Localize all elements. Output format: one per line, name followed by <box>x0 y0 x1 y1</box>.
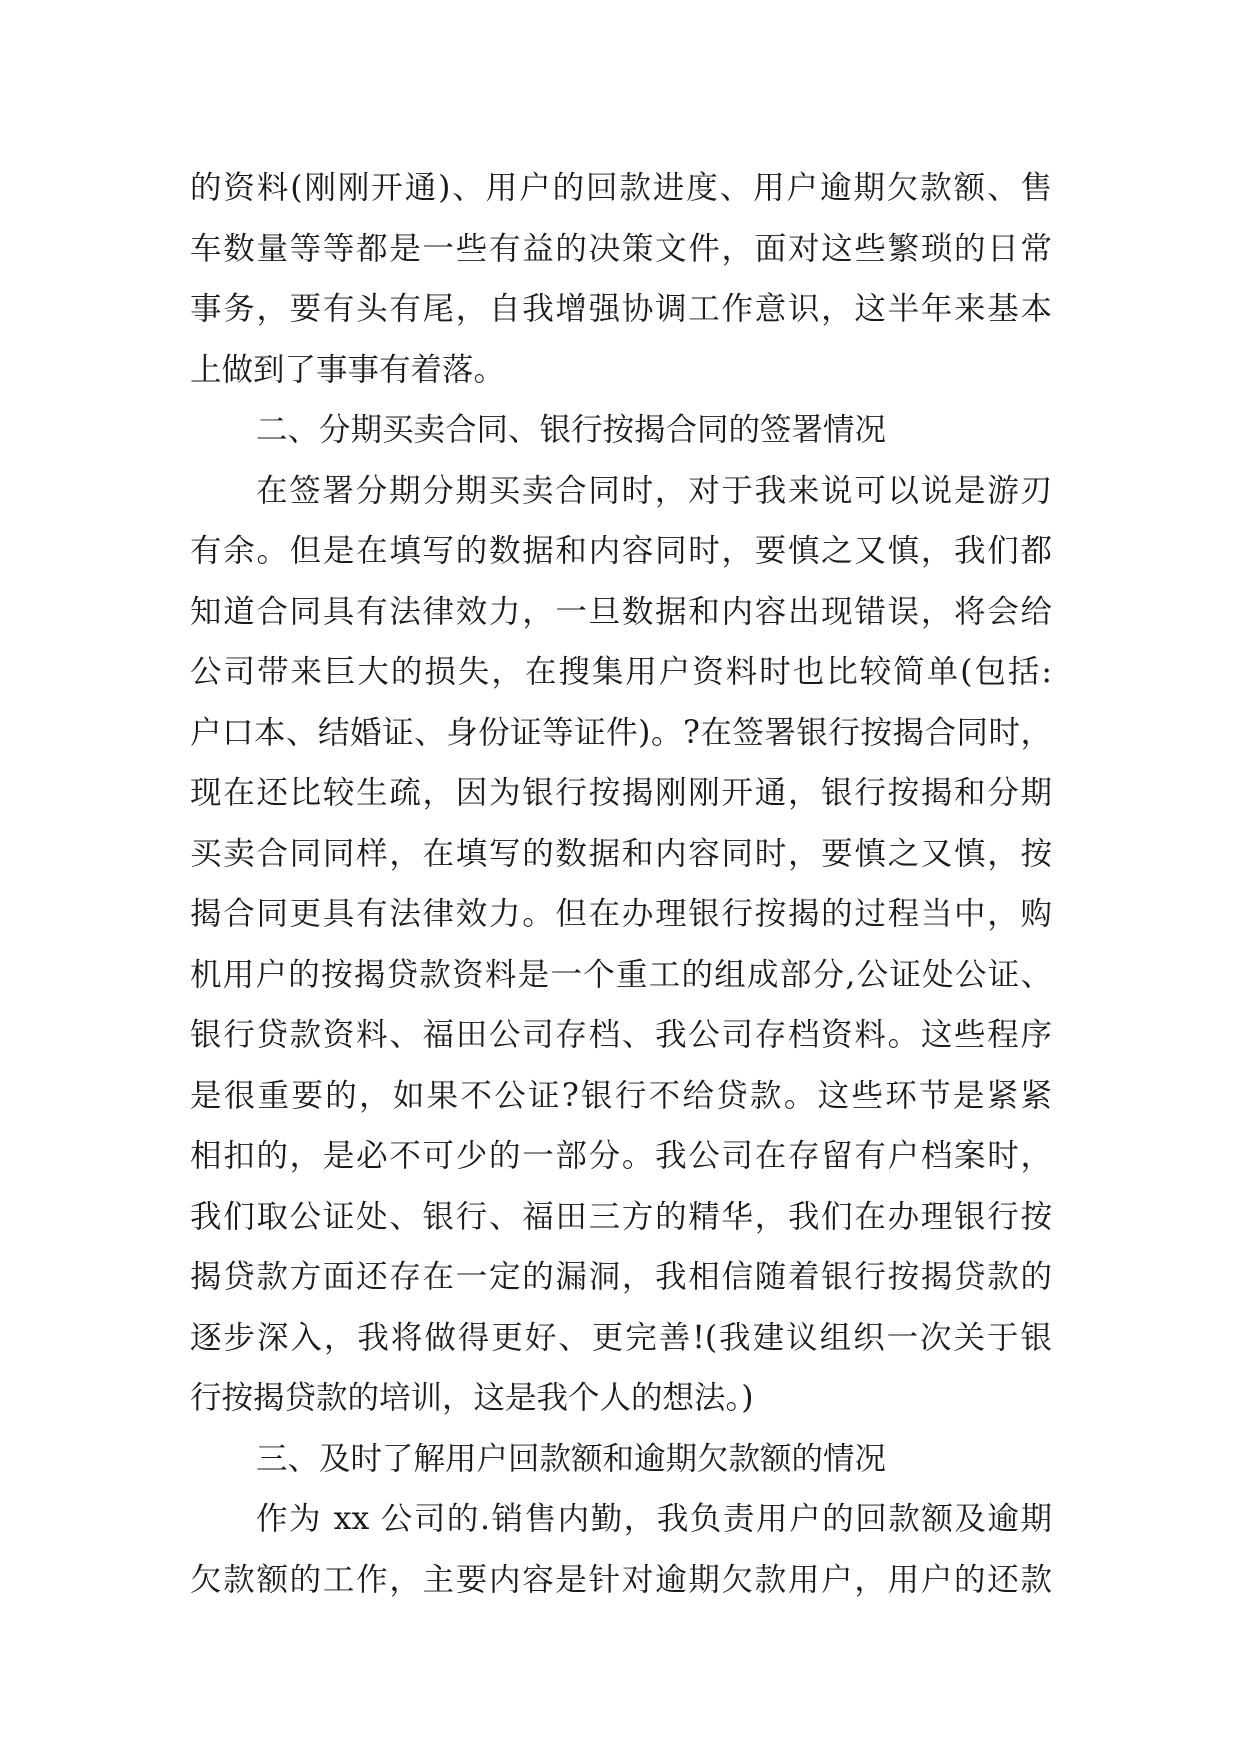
text-line: 作为 xx 公司的.销售内勤，我负责用户的回款额及逾期 <box>256 1501 1052 1537</box>
text-line: 机用户的按揭贷款资料是一个重工的组成部分,公证处公证、 <box>190 956 1052 993</box>
text-line: 揭合同更具有法律效力。但在办理银行按揭的过程当中，购 <box>190 896 1052 932</box>
text-line: 事务，要有头有尾，自我增强协调工作意识，这半年来基本 <box>190 291 1052 327</box>
section-heading: 二、分期买卖合同、银行按揭合同的签署情况 <box>256 412 887 448</box>
text-line: 揭贷款方面还存在一定的漏洞，我相信随着银行按揭贷款的 <box>190 1259 1052 1295</box>
text-line: 是很重要的，如果不公证?银行不给贷款。这些环节是紧紧 <box>190 1077 1052 1114</box>
text-line: 行按揭贷款的培训，这是我个人的想法。) <box>190 1380 754 1416</box>
text-line: 相扣的，是必不可少的一部分。我公司在存留有户档案时， <box>190 1138 1052 1174</box>
text-line: 的资料(刚刚开通)、用户的回款进度、用户逾期欠款额、售 <box>190 170 1052 206</box>
text-line: 逐步深入，我将做得更好、更完善!(我建议组织一次关于银 <box>190 1319 1052 1356</box>
text-line: 现在还比较生疏，因为银行按揭刚刚开通，银行按揭和分期 <box>190 775 1052 811</box>
text-line: 我们取公证处、银行、福田三方的精华，我们在办理银行按 <box>190 1198 1052 1235</box>
section-heading: 三、及时了解用户回款额和逾期欠款额的情况 <box>256 1440 887 1477</box>
text-line: 有余。但是在填写的数据和内容同时，要慎之又慎，我们都 <box>190 533 1052 569</box>
text-line: 买卖合同同样，在填写的数据和内容同时，要慎之又慎，按 <box>190 835 1052 872</box>
document-body <box>190 158 1052 1610</box>
text-line: 知道合同具有法律效力，一旦数据和内容出现错误，将会给 <box>190 593 1052 630</box>
text-line: 银行贷款资料、福田公司存档、我公司存档资料。这些程序 <box>190 1017 1052 1053</box>
text-line: 在签署分期分期买卖合同时，对于我来说可以说是游刃 <box>256 472 1052 509</box>
text-line: 欠款额的工作，主要内容是针对逾期欠款用户，用户的还款 <box>190 1561 1052 1598</box>
text-line: 上做到了事事有着落。 <box>190 351 506 388</box>
text-line: 车数量等等都是一些有益的决策文件，面对这些繁琐的日常 <box>190 230 1052 267</box>
text-line: 户口本、结婚证、身份证等证件)。?在签署银行按揭合同时， <box>190 714 1052 751</box>
text-line: 公司带来巨大的损失，在搜集用户资料时也比较简单(包括: <box>190 654 1052 690</box>
